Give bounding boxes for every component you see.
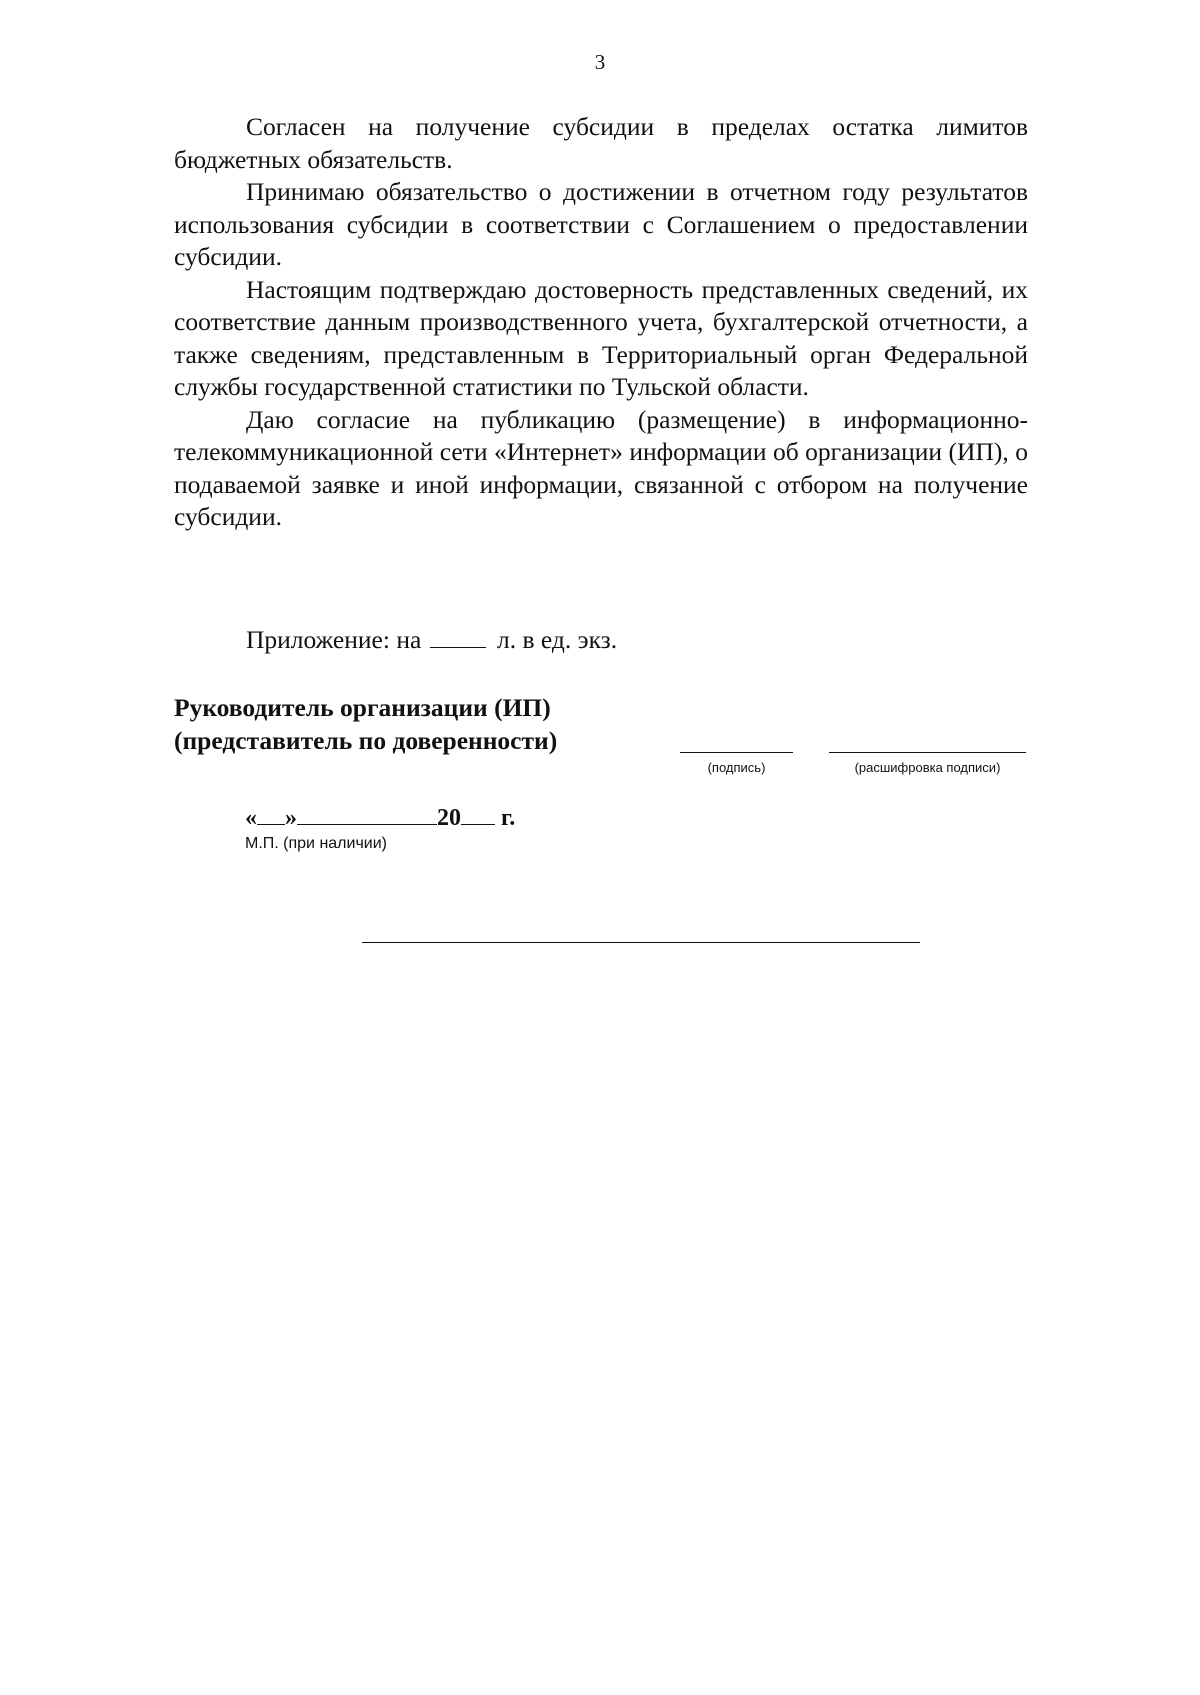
attachment-suffix: л. в ед. экз. <box>497 625 618 654</box>
signature-blank-line <box>680 752 793 753</box>
body-text <box>174 111 1028 534</box>
attachment-line <box>246 625 617 655</box>
paragraph-data-confirmation: Настоящим подтверждаю достоверность представленных сведений, их соответствие данным производственного учета, бухгалтерской отчетности, а также сведениям, представленным в Территориальный орган Федеральной службы государственной статистики по Тульской области. <box>174 274 1028 401</box>
stamp-note: М.П. (при наличии) <box>245 835 387 852</box>
paragraph-publication-consent: Даю согласие на публикацию (размещение) в информационно-телекоммуникационной сети «Интернет» информации об организации (ИП), о подаваемой заявке и иной информации, связанной с отбором на получение субсидии. <box>174 404 1028 531</box>
end-of-form-rule <box>362 942 920 943</box>
date-line <box>245 804 515 832</box>
attachment-pages-blank <box>430 627 486 648</box>
paragraph-results-obligation: Принимаю обязательство о достижении в отчетном году результатов использования субсидии в соответствии с Соглашением о предоставлении субсидии. <box>174 177 1028 271</box>
attachment-prefix: Приложение: на <box>246 625 422 654</box>
date-day-blank <box>257 804 285 825</box>
signatory-title-line2: (представитель по доверенности) <box>174 726 558 755</box>
signature-decoding-blank-line <box>829 752 1026 753</box>
date-month-blank <box>297 804 437 825</box>
date-close-quote: » <box>285 805 297 831</box>
date-year-blank <box>461 804 495 825</box>
date-year-suffix: г. <box>501 805 516 831</box>
date-year-prefix: 20 <box>437 805 461 831</box>
signature-caption: (подпись) <box>707 760 766 775</box>
paragraph-subsidy-consent: Согласен на получение субсидии в пределах остатка лимитов бюджетных обязательств. <box>174 112 1028 174</box>
signature-decoding-caption: (расшифровка подписи) <box>854 760 1001 775</box>
signatory-title <box>174 691 557 757</box>
date-open-quote: « <box>245 805 257 831</box>
signatory-title-line1: Руководитель организации (ИП) <box>174 693 551 722</box>
page-number: 3 <box>594 50 606 74</box>
